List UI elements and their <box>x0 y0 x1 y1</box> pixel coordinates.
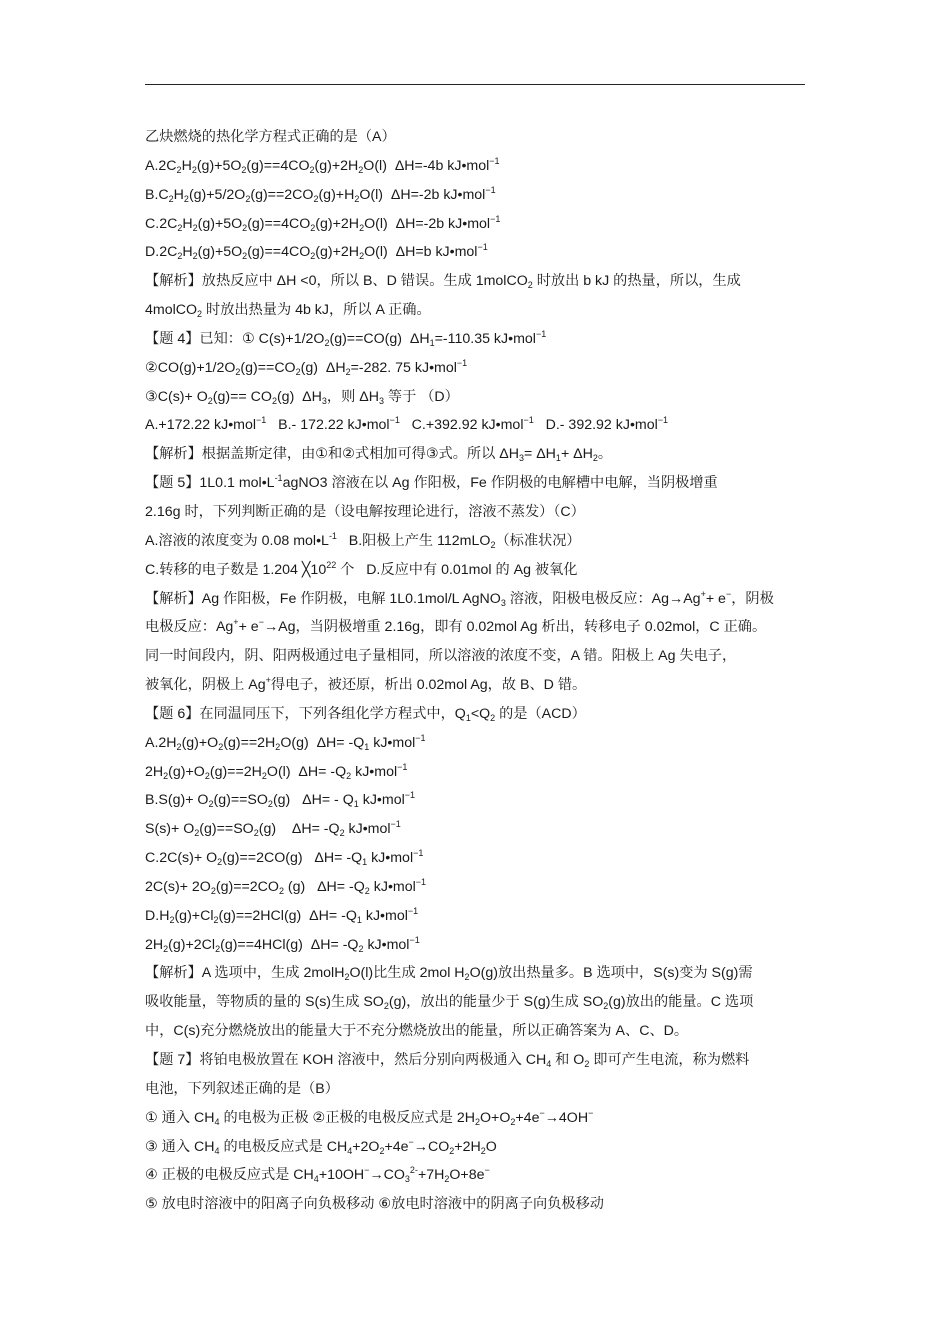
text-line: ⑤ 放电时溶液中的阳离子向负极移动 ⑥放电时溶液中的阴离子向负极移动 <box>145 1196 604 1213</box>
text-line: ③C(s)+ $O_2(g)== CO_2(g)$ $\Delta H_3$，则 $\Delta H_3$ 等于 （D） <box>145 388 459 406</box>
text-line: 【解析】A 选项中，生成 2molH$_2$O(l)比生成 2mol $H_2O(g)$放出热量多。B 选项中，S(s)变为 S(g)需 <box>145 965 753 983</box>
text-line: 【题 5】1L0.1 $mol•L^{-1}agNO3$ 溶液在以 Ag 作阳极，Fe 作阴极的电解槽中电解，当阴极增重 <box>145 473 718 492</box>
text-line: $2H_2(g)+2Cl_2(g)==4HCl(g)$ $\Delta H= -Q_2$ kJ•mol$^{-1}$ <box>145 934 420 954</box>
text-line: 【题 4】已知：① $C(s)+1/2O_2(g)==CO(g)$ $\Delta H_1=-110.35$ kJ•mol$^{-1}$ <box>145 328 547 348</box>
text-line: 【解析】Ag 作阳极，Fe 作阴极，电解 1L0.1mol/L AgNO$_3$ 溶液，阳极电极反应：Ag→Ag++ e−，阴极 <box>145 588 774 608</box>
text-line: $A.2C_2H_2(g)+5O_2(g)==4CO_2(g)+2H_2O(l)$ ΔH=-4b kJ•mol$^{-1}$ <box>145 155 500 175</box>
text-line: 吸收能量，等物质的量的 S(s)生成 $SO_2(g)$，放出的能量少于 S(g)生成 $SO_2(g)$放出的能量。C 选项 <box>145 994 754 1012</box>
document-body <box>145 123 807 1219</box>
text-line: $B.C_2H_2(g)+5/2O_2(g)==2CO_2(g)+H_2O(l)$ ΔH=-2b kJ•mol$^{-1}$ <box>145 184 496 204</box>
text-line: $D.H_2(g)+Cl_2(g)==2HCl(g)$ $\Delta H= -Q_1$ kJ•mol$^{-1}$ <box>145 905 419 925</box>
text-line: A.溶液的浓度变为 0.08 $mol•L^{-1}$ B.阳极上产生 112mLO$_2$（标准状况） <box>145 530 581 550</box>
text-line: $C.2C_2H_2(g)+5O_2(g)==4CO_2(g)+2H_2O(l)$ ΔH=-2b kJ•mol$^{-1}$ <box>145 213 501 233</box>
text-line: 中，C(s)充分燃烧放出的能量大于不充分燃烧放出的能量，所以正确答案为 A、C、D。 <box>145 1023 689 1040</box>
text-line: ③ 通入 $CH_4$ 的电极反应式是 $CH_4+2O_2+4e^-\to CO_2+2H_2O$ <box>145 1136 497 1156</box>
text-line: ① 通入 $CH_4$ 的电极为正极 ②正极的电极反应式是 $2H_2O+O_2+4e^-\to 4OH^-$ <box>145 1107 594 1127</box>
text-line: 【解析】放热反应中 ΔH <0，所以 B、D 错误。生成 1molCO$_2$ 时放出 b kJ 的热量，所以，生成 <box>145 273 741 291</box>
text-line: $2H_2(g)+O_2(g)==2H_2O(l)$ $\Delta H= -Q_2$ kJ•mol$^{-1}$ <box>145 761 408 781</box>
text-line: 乙炔燃烧的热化学方程式正确的是（A） <box>145 129 396 145</box>
text-line: 电池，下列叙述正确的是（B） <box>145 1080 339 1097</box>
text-line: $②CO(g)+1/2O_2(g)==CO_2(g)$ $\Delta H_2=-282$. 75 kJ•mol$^{-1}$ <box>145 357 468 377</box>
text-line: $A.2H_2(g)+O_2(g)==2H_2O(g)$ $\Delta H= -Q_1$ kJ•mol$^{-1}$ <box>145 732 426 752</box>
text-line: 【题 7】将铂电极放置在 KOH 溶液中，然后分别向两极通入 $CH_4$ 和 $O_2$ 即可产生电流，称为燃料 <box>145 1052 750 1069</box>
text-line: ④ 正极的电极反应式是 $CH_4+10OH^-\to CO_3^{2-}+7H_2O+8e^-$ <box>145 1165 490 1185</box>
text-line: $B.S(g)+ O_2(g)==SO_2(g)$ $\Delta H= - Q_1$ kJ•mol$^{-1}$ <box>145 790 416 810</box>
text-line: 电极反应：Ag++ e−→Ag，当阴极增重 2.16g，即有 0.02mol Ag 析出，转移电子 0.02mol，C 正确。 <box>145 617 767 636</box>
text-line: $D.2C_2H_2(g)+5O_2(g)==4CO_2(g)+2H_2O(l)$ ΔH=b kJ•mol$^{-1}$ <box>145 242 488 262</box>
text-line: 4molCO$_2$ 时放出热量为 4b kJ，所以 A 正确。 <box>145 302 431 320</box>
text-line: 2.16g 时，下列判断正确的是（设电解按理论进行，溶液不蒸发）（C） <box>145 503 585 520</box>
text-line: $C.2C(s)+ O_2(g)==2CO(g)$ $\Delta H= -Q_1$ kJ•mol$^{-1}$ <box>145 848 424 868</box>
header-rule <box>145 84 805 85</box>
text-line: A.+172.22 kJ•mol$^{-1}$ B.- 172.22 kJ•mol$^{-1}$ C.+392.92 kJ•mol$^{-1}$ D.- 392.92 kJ•mol$^{-1}$ <box>145 415 669 434</box>
text-line: 同一时间段内，阴、阳两极通过电子量相同，所以溶液的浓度不变，A 错。阳极上 Ag 失电子， <box>145 648 737 665</box>
text-line: 【解析】根据盖斯定律，由①和②式相加可得③式。所以 $\Delta H_3= \Delta H_1+ \Delta H_2$。 <box>145 446 613 464</box>
text-line: $S(s)+ O_2(g)==SO_2(g)$ $\Delta H= -Q_2$ kJ•mol$^{-1}$ <box>145 819 401 839</box>
text-line: 被氧化，阴极上 Ag+得电子，被还原，析出 0.02mol Ag，故 B、D 错。 <box>145 675 587 694</box>
text-line: $2C(s)+ 2O_2(g)==2CO_2$ (g) $\Delta H= -Q_2$ kJ•mol$^{-1}$ <box>145 876 427 896</box>
text-line: C.转移的电子数是 1.204 $╳10^{22}$ 个 D.反应中有 0.01mol 的 Ag 被氧化 <box>145 559 578 578</box>
text-line: 【题 6】在同温同压下，下列各组化学方程式中，$Q_1<Q_2$ 的是（ACD） <box>145 705 586 723</box>
